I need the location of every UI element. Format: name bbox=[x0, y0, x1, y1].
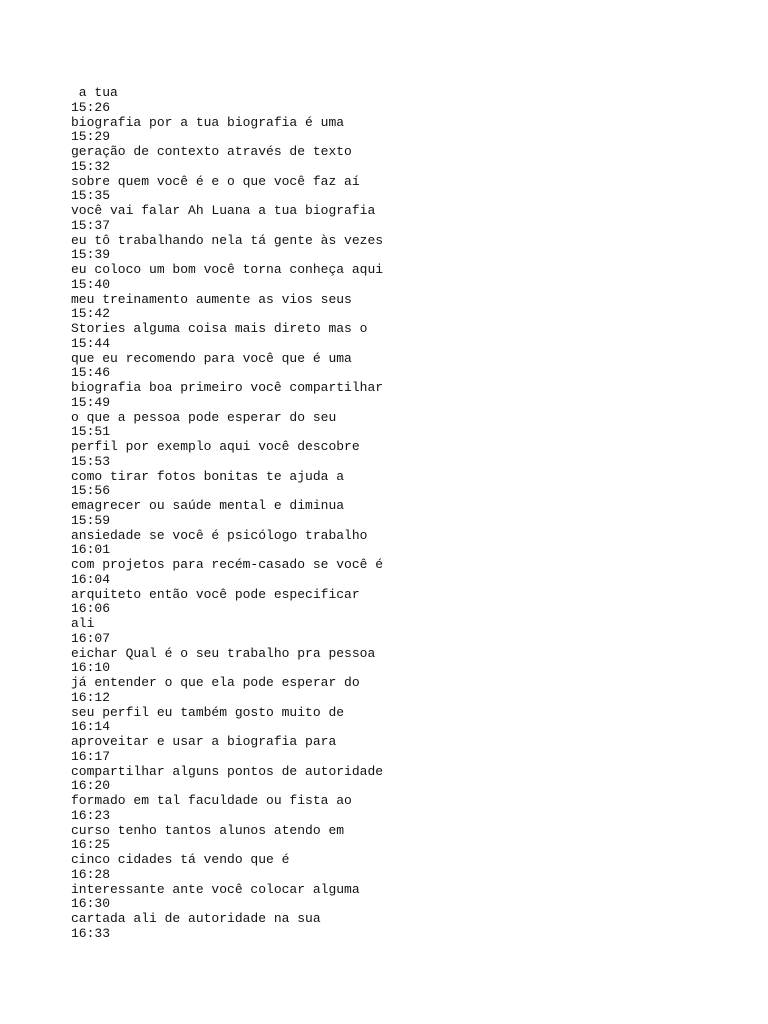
transcript-lines bbox=[71, 86, 751, 942]
timestamp-line: 16:30 bbox=[71, 896, 111, 912]
timestamp-line: 16:06 bbox=[71, 601, 111, 617]
caption-line: eu coloco um bom você torna conheça aqui bbox=[71, 262, 384, 277]
caption-line: você vai falar Ah Luana a tua biografia bbox=[71, 203, 376, 218]
caption-line: biografia por a tua biografia é uma bbox=[71, 114, 345, 130]
timestamp-line: 16:10 bbox=[71, 660, 111, 676]
caption-line: ali bbox=[71, 616, 95, 631]
caption-line: ansiedade se você é psicólogo trabalho bbox=[71, 527, 368, 543]
caption-line: biografia boa primeiro você compartilhar bbox=[71, 380, 384, 395]
caption-line: formado em tal faculdade ou fista ao bbox=[71, 793, 352, 808]
document-page bbox=[71, 86, 751, 942]
caption-line: geração de contexto através de texto bbox=[71, 144, 352, 159]
timestamp-line: 16:25 bbox=[71, 837, 111, 853]
timestamp-line: 15:56 bbox=[71, 483, 111, 499]
timestamp-line: 16:04 bbox=[71, 571, 111, 587]
timestamp-line: 15:40 bbox=[71, 276, 111, 292]
timestamp-line: 15:51 bbox=[71, 424, 111, 440]
timestamp-line: 16:23 bbox=[71, 807, 111, 823]
caption-line: o que a pessoa pode esperar do seu bbox=[71, 409, 337, 425]
caption-line: já entender o que ela pode esperar do bbox=[71, 675, 360, 690]
caption-line: eu tô trabalhando nela tá gente às vezes bbox=[71, 232, 384, 248]
caption-line: aproveitar e usar a biografia para bbox=[71, 734, 337, 749]
caption-line: Stories alguma coisa mais direto mas o bbox=[71, 321, 368, 336]
timestamp-line: 15:53 bbox=[71, 453, 111, 469]
caption-line: cartada ali de autoridade na sua bbox=[71, 911, 321, 926]
timestamp-line: 15:39 bbox=[71, 247, 111, 263]
caption-line: perfil por exemplo aqui você descobre bbox=[71, 439, 360, 454]
timestamp-line: 15:26 bbox=[71, 99, 111, 115]
caption-line: como tirar fotos bonitas te ajuda a bbox=[71, 468, 345, 484]
caption-line: meu treinamento aumente as vios seus bbox=[71, 291, 352, 307]
timestamp-line: 16:01 bbox=[71, 542, 111, 558]
timestamp-line: 16:17 bbox=[71, 748, 111, 764]
caption-line: cinco cidades tá vendo que é bbox=[71, 852, 290, 867]
caption-line: emagrecer ou saúde mental e diminua bbox=[71, 498, 345, 513]
timestamp-line: 16:20 bbox=[71, 778, 111, 794]
timestamp-line: 15:46 bbox=[71, 365, 111, 381]
caption-line: com projetos para recém-casado se você é bbox=[71, 557, 384, 572]
caption-line: eichar Qual é o seu trabalho pra pessoa bbox=[71, 645, 376, 661]
timestamp-line: 15:35 bbox=[71, 188, 111, 204]
timestamp-line: 15:29 bbox=[71, 129, 111, 145]
caption-line: seu perfil eu também gosto muito de bbox=[71, 704, 345, 720]
timestamp-line: 15:42 bbox=[71, 306, 111, 322]
timestamp-line: 15:37 bbox=[71, 217, 111, 233]
timestamp-line: 16:33 bbox=[71, 925, 111, 941]
timestamp-line: 15:44 bbox=[71, 335, 111, 351]
caption-line: sobre quem você é e o que você faz aí bbox=[71, 173, 360, 189]
timestamp-line: 16:28 bbox=[71, 866, 111, 882]
caption-line: curso tenho tantos alunos atendo em bbox=[71, 822, 345, 838]
timestamp-line: 16:14 bbox=[71, 719, 111, 735]
timestamp-line: 15:49 bbox=[71, 394, 111, 410]
caption-line: a tua bbox=[71, 85, 118, 100]
timestamp-line: 16:12 bbox=[71, 689, 111, 705]
caption-line: compartilhar alguns pontos de autoridade bbox=[71, 763, 384, 779]
timestamp-line: 15:59 bbox=[71, 512, 111, 528]
timestamp-line: 16:07 bbox=[71, 630, 111, 646]
caption-line: interessante ante você colocar alguma bbox=[71, 881, 360, 897]
caption-line: que eu recomendo para você que é uma bbox=[71, 350, 352, 366]
timestamp-line: 15:32 bbox=[71, 158, 111, 174]
caption-line: arquiteto então você pode especificar bbox=[71, 586, 360, 602]
